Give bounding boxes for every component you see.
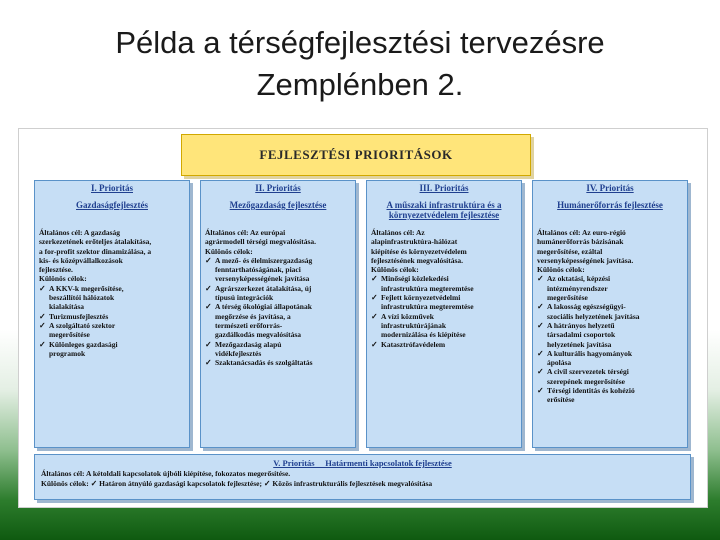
slide-title [0,22,720,106]
check-icon: ✓ [205,302,212,312]
priority-title: I. Prioritás [91,183,133,193]
specific-goal-item [39,340,185,359]
specific-goal-line: Különleges gazdasági [49,339,118,349]
general-goal-line: fejlesztése. [39,265,73,275]
general-goal-line: versenyképességének javítása. [537,255,634,265]
check-icon: ✓ [39,320,46,330]
specific-goal-line: beszállítói hálózatok [49,293,115,303]
priority-subtitle-line: Gazdaságfejlesztés [76,200,148,210]
specific-goal-item [205,358,351,367]
priority-column [532,180,688,448]
specific-goal-text [547,274,683,302]
specific-goal-line: intézményrendszer [547,283,608,293]
check-icon: ✓ [205,283,212,293]
priority-v-general-goal: Általános cél: A kétoldali kapcsolatok újbóli kiépítése, fokozatos megerősítése. [41,469,291,478]
check-icon: ✓ [537,274,544,284]
specific-goal-line: modernizálása és kiépítése [381,330,466,340]
specific-goal-line: megőrzése és javítása, a [215,311,291,321]
priority-v-item-2: Közös infrastrukturális fejlesztések megvalósítása [272,479,433,488]
specific-goal-text [547,367,683,386]
general-goal-line: alapinfrastruktúra-hálózat [371,237,458,247]
general-goal-line: Általános cél: A gazdaság [39,228,121,237]
check-icon: ✓ [39,283,46,293]
check-icon: ✓ [90,479,98,488]
specific-goal-item [205,302,351,339]
check-icon: ✓ [537,348,544,358]
priority-v-box [34,454,691,500]
specific-goal-line: infrastruktúrájának [381,320,447,330]
specific-goal-line: szociális helyzetének javítása [547,311,640,321]
check-icon: ✓ [263,479,271,488]
check-icon: ✓ [537,320,544,330]
specific-goal-item [537,349,683,368]
specific-goal-item [371,293,517,312]
specific-goal-text [381,312,517,340]
priority-body [201,224,355,367]
check-icon: ✓ [371,274,378,284]
specific-goal-line: Mezőgazdaság alapú [215,339,282,349]
specific-goal-line: A vízi közművek [381,311,434,321]
specific-goal-item [537,274,683,302]
priority-subtitle [35,200,189,224]
specific-goal-text [215,340,351,359]
specific-goal-text [49,312,185,321]
specific-goals-label: Különös célok: [39,274,87,284]
specific-goal-text [381,293,517,312]
specific-goals-label: Különös célok: [371,265,419,275]
priority-body [367,224,521,349]
specific-goal-text [215,284,351,303]
specific-goal-text [49,321,185,340]
general-goal-line: a for-profit szektor dinamizálása, a [39,246,152,256]
specific-goal-line: Turizmusfejlesztés [49,311,109,321]
general-goal-line: Általános cél: Az európai [205,228,286,237]
check-icon: ✓ [39,311,46,321]
priority-column [366,180,522,448]
specific-goal-text [215,358,351,367]
specific-goal-line: természeti erőforrás- [215,320,283,330]
specific-goal-line: szerepének megerősítése [547,376,625,386]
priority-subtitle [533,200,687,224]
check-icon: ✓ [371,311,378,321]
specific-goal-line: versenyképességének javítása [215,274,310,284]
specific-goal-text [49,284,185,312]
specific-goal-text [547,386,683,405]
specific-goals-label: Különös célok: [537,265,585,275]
specific-goal-text [547,302,683,321]
priority-body [35,224,189,358]
specific-goals-label: Különös célok: [205,246,253,256]
check-icon: ✓ [371,293,378,303]
specific-goal-line: kialakítása [49,302,85,312]
specific-goal-item [39,284,185,312]
specific-goal-line: infrastruktúra megteremtése [381,283,474,293]
specific-goal-line: infrastruktúra megteremtése [381,302,474,312]
specific-goal-line: programok [49,348,86,358]
specific-goal-line: Agrárszerkezet átalakítása, új [215,283,312,293]
general-goal-line: fejlesztésének megvalósítása. [371,255,464,265]
specific-goal-item [205,340,351,359]
priority-subtitle [201,200,355,224]
specific-goal-line: A szolgáltató szektor [49,320,116,330]
general-goal-line: szerkezetének erőteljes átalakítása, [39,237,152,247]
check-icon: ✓ [537,386,544,396]
priority-v-specific-label: Különös célok: [41,479,89,488]
check-icon: ✓ [205,255,212,265]
specific-goal-line: megerősítése [547,293,588,303]
general-goal-line: Általános cél: Az [371,228,425,237]
specific-goal-text [381,340,517,349]
general-goal-line: Általános cél: Az euro-régió [537,228,626,237]
specific-goal-item [371,274,517,293]
specific-goal-text [547,321,683,349]
priority-column [34,180,190,448]
priority-column [200,180,356,448]
specific-goal-line: A kulturális hagyományok [547,348,633,358]
priority-v-item-1: Határon átnyúló gazdasági kapcsolatok fejlesztése; [99,479,262,488]
specific-goal-text [215,256,351,284]
priority-body [533,224,687,405]
specific-goal-item [537,386,683,405]
priority-title: II. Prioritás [255,183,301,193]
specific-goal-line: A térség ökológiai állapotának [215,302,312,312]
priority-subtitle [367,200,521,224]
specific-goal-text [381,274,517,293]
specific-goal-item [39,321,185,340]
specific-goal-line: gazdálkodás megvalósítása [215,330,302,340]
specific-goal-item [371,340,517,349]
specific-goal-line: ápolása [547,358,572,368]
specific-goal-line: A mező- és élelmiszergazdaság [215,255,313,265]
specific-goal-line: megerősítése [49,330,90,340]
specific-goal-line: Minőségi közlekedési [381,274,449,284]
check-icon: ✓ [205,358,212,368]
priority-title: III. Prioritás [419,183,469,193]
specific-goal-item [205,256,351,284]
specific-goal-item [537,302,683,321]
check-icon: ✓ [537,367,544,377]
specific-goal-line: A civil szervezetek térségi [547,367,629,377]
general-goal-line: humánerőforrás bázisának [537,237,624,247]
priority-title: IV. Prioritás [586,183,634,193]
slide-title-line-1: Példa a térségfejlesztési tervezésre [115,25,605,60]
priority-v-specific-goals [35,479,690,489]
specific-goal-line: Szaktanácsadás és szolgáltatás [215,358,313,368]
priority-subtitle-line: A műszaki infrastruktúra és a [386,200,502,210]
specific-goal-line: Az oktatási, képzési [547,274,611,284]
specific-goal-item [537,321,683,349]
check-icon: ✓ [39,339,46,349]
specific-goal-text [547,349,683,368]
specific-goal-line: vidékfejlesztés [215,348,262,358]
specific-goal-item [537,367,683,386]
priorities-diagram [18,128,708,508]
check-icon: ✓ [537,302,544,312]
check-icon: ✓ [205,339,212,349]
specific-goal-line: fenntarthatóságának, piaci [215,265,301,275]
specific-goal-line: helyzetének javítása [547,339,612,349]
specific-goal-line: Katasztrófavédelem [381,339,446,349]
specific-goal-item [39,312,185,321]
general-goal-line: kiépítése és környezetvédelem [371,246,467,256]
specific-goal-text [49,340,185,359]
check-icon: ✓ [371,339,378,349]
general-goal-line: agrármodell térségi megvalósítása. [205,237,317,247]
specific-goal-line: A lakosság egészségügyi- [547,302,626,312]
priority-subtitle-line: Mezőgazdaság fejlesztése [229,200,327,210]
specific-goal-line: A KKV-k megerősítése, [49,283,124,293]
specific-goal-item [371,312,517,340]
general-goal-line: megerősítése, ezáltal [537,246,603,256]
priority-subtitle-line: Humánerőforrás fejlesztése [557,200,663,210]
specific-goal-line: típusú integrációk [215,293,274,303]
priority-subtitle-line: környezetvédelem fejlesztése [388,210,500,220]
priorities-header: FEJLESZTÉSI PRIORITÁSOK [181,134,531,176]
specific-goal-item [205,284,351,303]
general-goal-line: kis- és középvállalkozások [39,255,123,265]
specific-goal-line: Térségi identitás és kohézió [547,386,635,396]
specific-goal-line: erősítése [547,395,575,405]
specific-goal-text [215,302,351,339]
specific-goal-line: A hátrányos helyzetű [547,320,615,330]
priority-v-title: V. Prioritás Határmenti kapcsolatok fejlesztése [273,458,452,468]
slide-title-line-2: Zemplénben 2. [256,67,464,102]
specific-goal-line: Fejlett környezetvédelmi [381,293,461,303]
specific-goal-line: társadalmi csoportok [547,330,616,340]
